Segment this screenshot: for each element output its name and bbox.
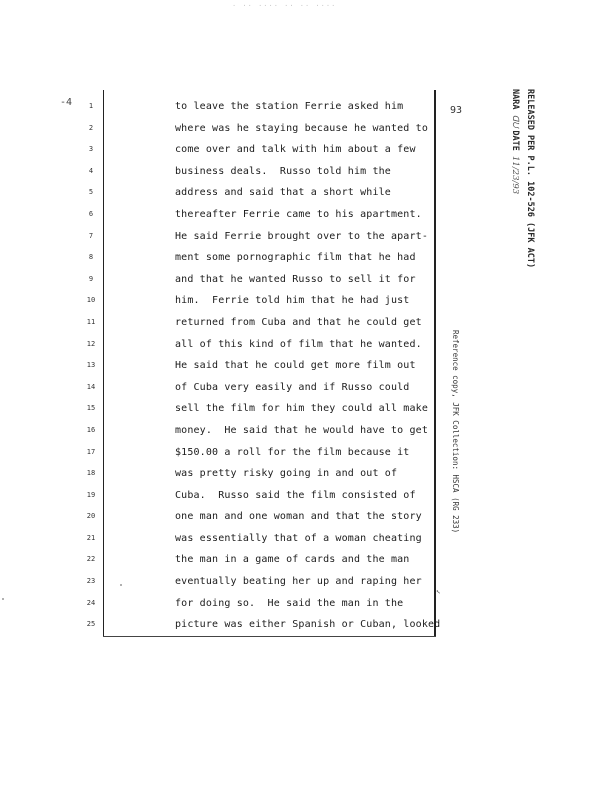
transcript-line: was essentially that of a woman cheating xyxy=(175,532,422,544)
transcript-line: and that he wanted Russo to sell it for xyxy=(175,273,416,285)
transcript-line: picture was either Spanish or Cuban, looked xyxy=(175,619,441,631)
transcript-line: returned from Cuba and that he could get xyxy=(175,316,422,328)
transcript-line: sell the film for him they could all make xyxy=(175,403,428,415)
line-number: 6 xyxy=(88,209,94,218)
transcript-line: $150.00 a roll for the film because it xyxy=(175,446,410,458)
transcript-body xyxy=(175,96,441,636)
line-number: 23 xyxy=(86,577,96,586)
margin-mark: -4 xyxy=(60,97,73,108)
transcript-line: eventually beating her up and raping her xyxy=(175,576,422,588)
line-number: 5 xyxy=(88,188,94,197)
line-number: 13 xyxy=(86,361,96,370)
transcript-line: come over and talk with him about a few xyxy=(175,144,416,156)
line-number: 4 xyxy=(88,166,94,175)
transcript-line: address and said that a short while xyxy=(175,187,391,199)
line-number: 2 xyxy=(88,123,94,132)
transcript-line: him. Ferrie told him that he had just xyxy=(175,295,410,307)
nara-initials: ᗡᙀ xyxy=(510,114,520,131)
line-number: 3 xyxy=(88,145,94,154)
scan-speck xyxy=(2,598,4,600)
transcript-line: of Cuba very easily and if Russo could xyxy=(175,381,410,393)
transcript-line: the man in a game of cards and the man xyxy=(175,554,410,566)
transcript-line: business deals. Russo told him the xyxy=(175,165,391,177)
line-number-column xyxy=(80,96,102,636)
transcript-line: one man and one woman and that the story xyxy=(175,511,422,523)
line-number: 15 xyxy=(86,404,96,413)
reference-note xyxy=(446,330,466,640)
transcript-line: He said Ferrie brought over to the apart- xyxy=(175,230,428,242)
header-mark: · ·· ···· ·· ·· ···· xyxy=(232,2,337,10)
reference-note-text: Reference copy, JFK Collection: HSCA (RG 233) xyxy=(451,330,460,534)
line-number: 12 xyxy=(86,339,96,348)
line-number: 1 xyxy=(88,102,94,110)
transcript-line: thereafter Ferrie came to his apartment. xyxy=(175,208,422,220)
line-number: 22 xyxy=(86,555,96,564)
transcript-line: for doing so. He said the man in the xyxy=(175,597,404,609)
transcript-line: money. He said that he would have to get xyxy=(175,424,428,436)
transcript-line: all of this kind of film that he wanted. xyxy=(175,338,422,350)
line-number: 8 xyxy=(88,253,94,262)
line-number: 19 xyxy=(86,490,96,499)
release-stamp-text: RELEASED PER P.L. 102-526 (JFK ACT) xyxy=(525,89,535,269)
line-number: 24 xyxy=(86,598,96,607)
line-number: 11 xyxy=(86,317,96,326)
line-number: 21 xyxy=(86,533,96,542)
side-mark: ✓ xyxy=(434,589,443,595)
transcript-line: Cuba. Russo said the film consisted of xyxy=(175,489,416,501)
line-number: 18 xyxy=(86,469,96,478)
line-number: 25 xyxy=(86,620,96,629)
line-number: 20 xyxy=(86,512,96,521)
release-date: 11/23/93 xyxy=(510,156,520,195)
transcript-line: ment some pornographic film that he had xyxy=(175,252,416,264)
line-number: 17 xyxy=(86,447,96,456)
page-number: 93 xyxy=(450,105,463,116)
transcript-line: He said that he could get more film out xyxy=(175,360,416,372)
release-stamp xyxy=(477,89,537,299)
date-label: DATE xyxy=(510,130,520,151)
line-number: 9 xyxy=(88,274,94,283)
left-rule xyxy=(103,90,104,636)
line-number: 10 xyxy=(86,296,96,305)
scan-speck xyxy=(120,584,122,586)
nara-label: NARA xyxy=(510,89,520,110)
bottom-rule xyxy=(103,636,436,637)
transcript-line: where was he staying because he wanted to xyxy=(175,122,428,134)
line-number: 7 xyxy=(88,231,94,240)
transcript-line: was pretty risky going in and out of xyxy=(175,468,398,480)
line-number: 14 xyxy=(86,382,96,391)
transcript-line: to leave the station Ferrie asked him xyxy=(175,101,404,112)
line-number: 16 xyxy=(86,425,96,434)
